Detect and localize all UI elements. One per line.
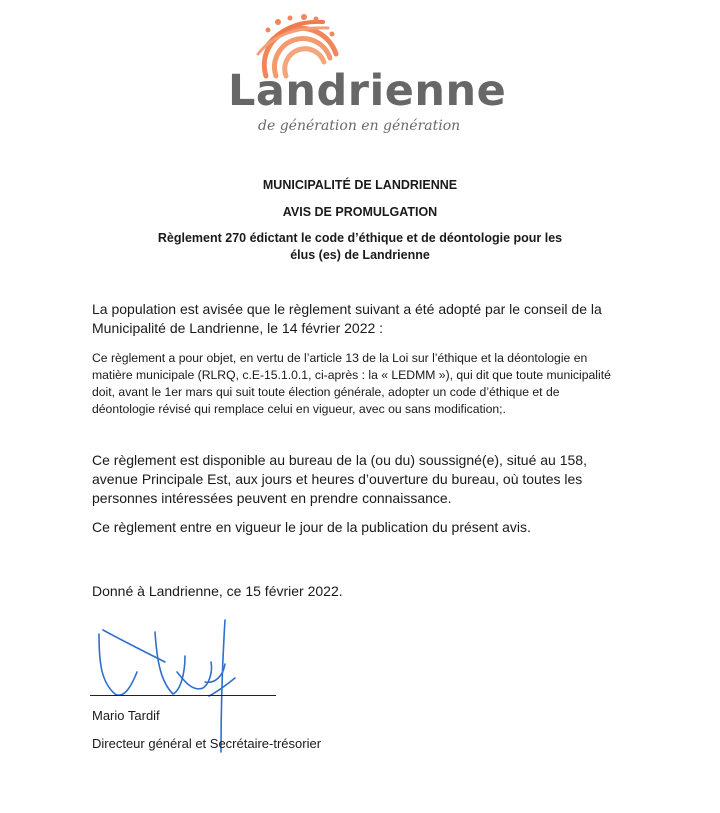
notice-title: AVIS DE PROMULGATION [282,205,438,219]
intro-paragraph: La population est avisée que le règlement suivant a été adopté par le conseil de la Municipalité de Landrienne, le 14 février 2022 : [92,301,602,336]
subject-line-2: élus (es) de Landrienne [290,248,430,262]
object-paragraph: Ce règlement a pour objet, en vertu de l’article 13 de la Loi sur l’éthique et la déontologie en matière municipale (RLRQ, c.E-15.1.0.1, ci-après : la « LEDMM »), qui dit que toute municipalité doit, avant le 1er mars qui suit toute élection générale, adopter un code d’éthique et de déontologie révisé qui remplace celui en vigueur, avec ou sans modification;. [92,351,611,416]
signature-line [90,695,276,696]
availability-paragraph: Ce règlement est disponible au bureau de la (ou du) soussigné(e), situé au 158, avenue Principale Est, aux jours et heures d’ouverture du bureau, où toutes les personnes intéressées peuvent en prendre connaissance. [92,452,587,506]
given-date: Donné à Landrienne, ce 15 février 2022. [92,583,343,599]
effective-paragraph: Ce règlement entre en vigueur le jour de la publication du présent avis. [92,519,531,535]
logo-tagline: de génération en génération [258,118,461,134]
regulation-subject [110,230,610,264]
signatory-title: Directeur général et Secrétaire-trésorier [92,736,322,751]
landrienne-logo [228,14,507,134]
subject-line-1: Règlement 270 édictant le code d’éthique et de déontologie pour les [157,231,563,245]
logo-wordmark: Landrienne [228,66,507,116]
signatory-name: Mario Tardif [92,708,160,723]
municipality-heading: MUNICIPALITÉ DE LANDRIENNE [262,178,458,192]
